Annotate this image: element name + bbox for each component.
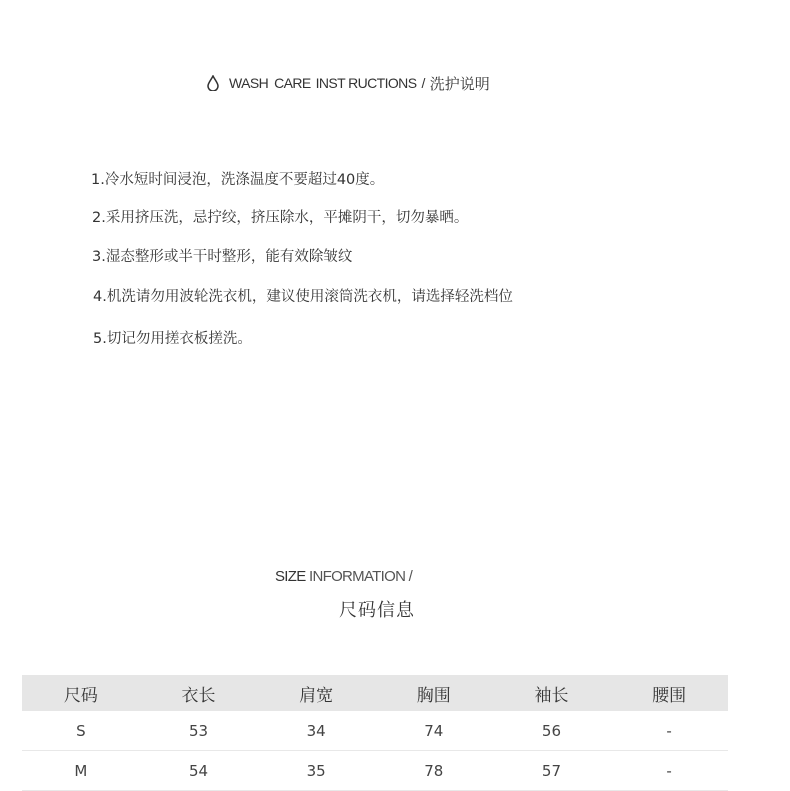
- instruction-item-4: 4.机洗请勿用波轮洗衣机，建议使用滚筒洗衣机，请选择轻洗档位: [93, 289, 513, 305]
- header-sleeve: 袖长: [493, 675, 611, 711]
- cell-shoulder: 34: [257, 711, 375, 751]
- header-size: 尺码: [22, 675, 140, 711]
- wash-title-en-2: CARE: [274, 75, 311, 91]
- cell-size: S: [22, 711, 140, 751]
- header-waist: 腰围: [610, 675, 728, 711]
- wash-care-header: [206, 72, 490, 94]
- cell-length: 53: [140, 711, 258, 751]
- size-title-en-light: INFORMATION /: [309, 568, 413, 585]
- header-chest: 胸围: [375, 675, 493, 711]
- instruction-item-1: 1.冷水短时间浸泡，洗涤温度不要超过40度。: [91, 172, 385, 188]
- cell-size: M: [22, 751, 140, 791]
- size-info-title-cn: 尺码信息: [339, 600, 415, 621]
- size-table-header-row: [22, 675, 728, 711]
- cell-waist: -: [610, 751, 728, 791]
- cell-chest: 74: [375, 711, 493, 751]
- size-table: [22, 675, 728, 791]
- instruction-item-2: 2.采用挤压洗，忌拧绞，挤压除水，平摊阴干，切勿暴晒。: [92, 210, 469, 226]
- cell-sleeve: 57: [493, 751, 611, 791]
- header-shoulder: 肩宽: [257, 675, 375, 711]
- header-length: 衣长: [140, 675, 258, 711]
- water-drop-icon: [206, 75, 220, 91]
- cell-chest: 78: [375, 751, 493, 791]
- cell-sleeve: 56: [493, 711, 611, 751]
- size-title-en-bold: SIZE: [275, 568, 306, 585]
- table-row: [22, 751, 728, 791]
- instruction-item-3: 3.湿态整形或半干时整形，能有效除皱纹: [92, 249, 353, 265]
- cell-shoulder: 35: [257, 751, 375, 791]
- cell-waist: -: [610, 711, 728, 751]
- wash-title-en-1: WASH: [229, 75, 269, 91]
- cell-length: 54: [140, 751, 258, 791]
- size-info-title-en: [275, 568, 412, 585]
- wash-title-cn: 洗护说明: [429, 74, 490, 93]
- instruction-item-5: 5.切记勿用搓衣板搓洗。: [93, 331, 252, 347]
- wash-title-separator: /: [421, 75, 425, 91]
- wash-title-en-3: INST RUCTIONS: [315, 75, 417, 91]
- table-row: [22, 711, 728, 751]
